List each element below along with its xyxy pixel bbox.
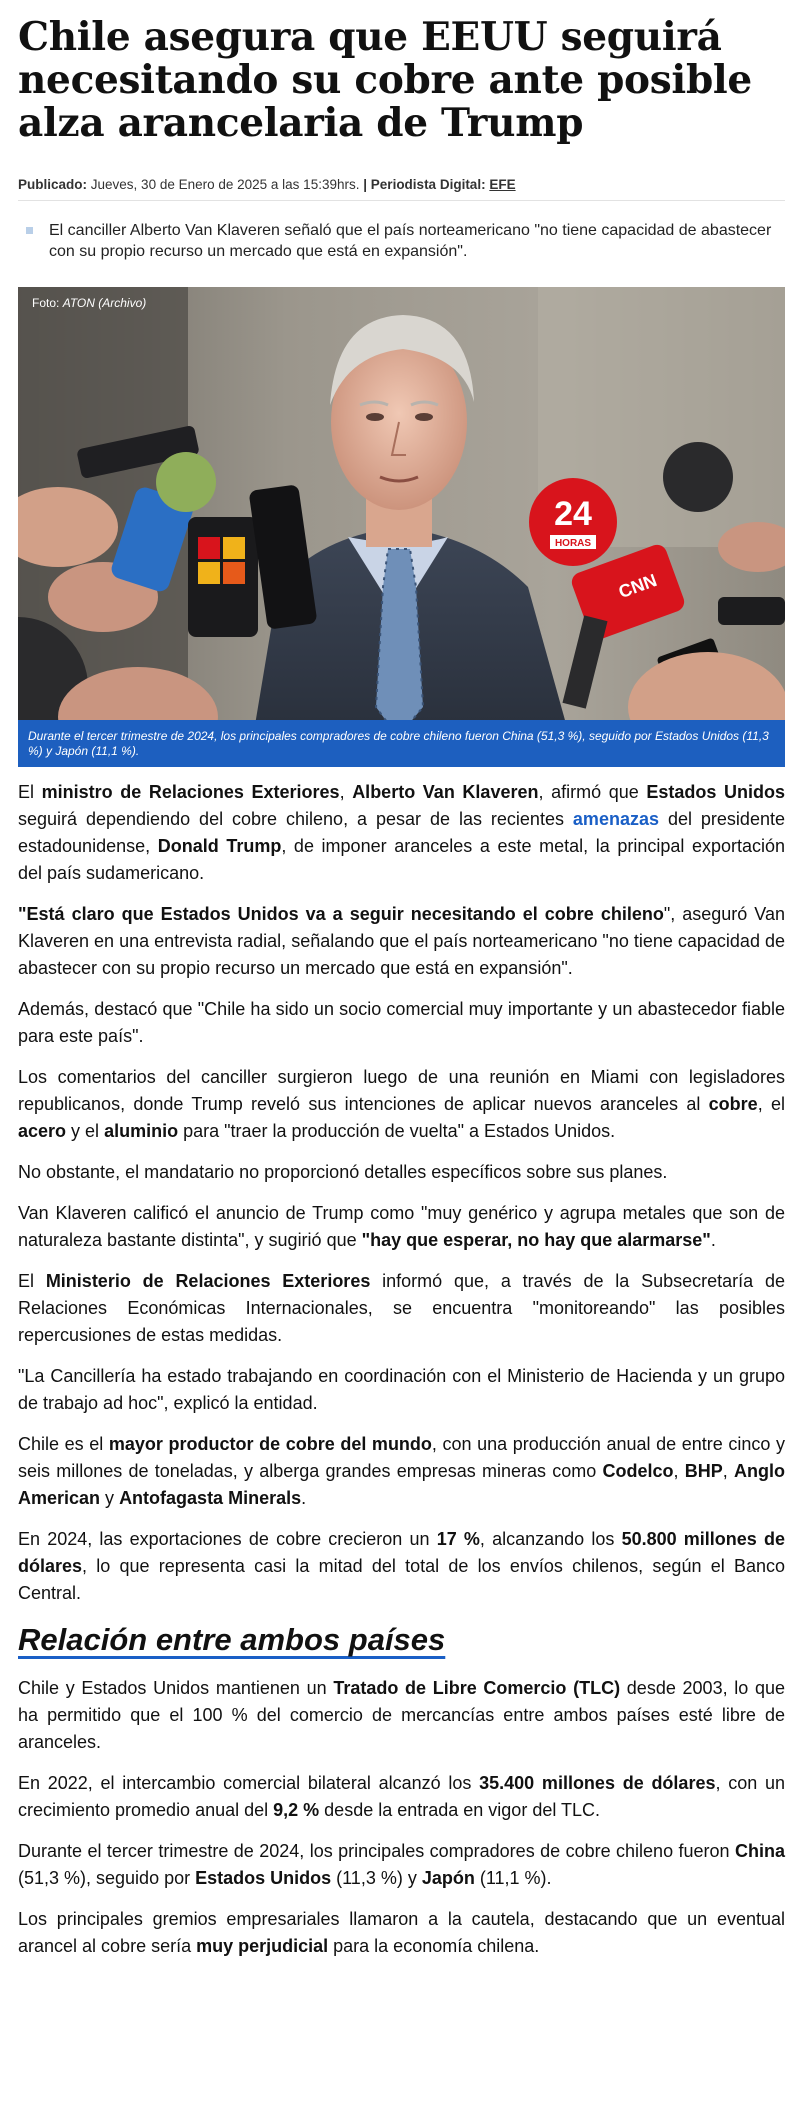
text: Chile y Estados Unidos mantienen un — [18, 1678, 334, 1698]
bold-text: Codelco — [602, 1461, 674, 1481]
bold-text: aluminio — [104, 1121, 179, 1141]
bold-text: 35.400 millones de dólares — [479, 1773, 716, 1793]
paragraph-13 — [18, 1838, 785, 1892]
text: (11,1 %). — [474, 1868, 552, 1888]
text: Los comentarios del canciller surgieron luego de una reunión en Miami con legisladores republicanos, donde Trump reveló sus intenciones de aplicar nuevos aranceles al — [18, 1067, 785, 1114]
bold-text: Anglo American — [18, 1461, 785, 1508]
article-meta — [18, 177, 785, 201]
text: , afirmó que — [538, 782, 647, 802]
paragraph-3: Además, destacó que "Chile ha sido un socio comercial muy importante y un abastecedor fiable para este país". — [18, 999, 785, 1046]
amenazas-link[interactable]: amenazas — [572, 809, 659, 829]
bold-text: Japón — [421, 1868, 475, 1888]
bold-text: BHP — [684, 1461, 723, 1481]
text: Durante el tercer trimestre de 2024, los principales compradores de cobre chileno fueron — [18, 1841, 735, 1861]
text: El — [18, 1271, 46, 1291]
photo-credit-value: ATON (Archivo) — [62, 296, 147, 310]
bold-text: Tratado de Libre Comercio (TLC) — [333, 1678, 621, 1698]
paragraph-2 — [18, 901, 785, 982]
photo-caption: Durante el tercer trimestre de 2024, los principales compradores de cobre chileno fueron China (51,3 %), seguido por Estados Unidos (11,3 %) y Japón (11,1 %). — [18, 720, 785, 767]
bold-text: Estados Unidos — [646, 782, 785, 802]
text: seguirá dependiendo del cobre chileno, a pesar de las recientes — [18, 809, 573, 829]
article-summary — [18, 220, 785, 262]
text: Van Klaveren calificó el anuncio de Trump como "muy genérico y agrupa metales que son de naturaleza bastante distinta", y sugirió que — [18, 1203, 785, 1250]
bold-text: 50.800 millones de dólares — [18, 1529, 786, 1576]
bold-quote: "Está claro que Estados Unidos va a seguir necesitando el cobre chileno — [18, 904, 664, 924]
paragraph-8: "La Cancillería ha estado trabajando en coordinación con el Ministerio de Hacienda y un grupo de trabajo ad hoc", explicó la entidad. — [18, 1366, 785, 1413]
text: y — [100, 1488, 120, 1508]
bold-text: 17 % — [436, 1529, 480, 1549]
bold-text: Donald Trump — [157, 836, 282, 856]
text: desde la entrada en vigor del TLC. — [319, 1800, 601, 1820]
text: (51,3 %), seguido por — [18, 1868, 196, 1888]
bold-text: China — [734, 1841, 785, 1861]
text: , lo que representa casi la mitad del total de los envíos chilenos, según el Banco Central. — [18, 1556, 785, 1603]
text: El — [18, 782, 42, 802]
text: , alcanzando los — [479, 1529, 622, 1549]
paragraph-5: No obstante, el mandatario no proporcionó detalles específicos sobre sus planes. — [18, 1162, 668, 1182]
bold-text: mayor productor de cobre del mundo — [108, 1434, 432, 1454]
bold-text: ministro de Relaciones Exteriores — [41, 782, 340, 802]
author-label: Periodista Digital: — [370, 177, 486, 192]
text: desde 2003, lo que ha permitido que el 100 % del comercio de mercancías entre ambos países esté libre de aranceles. — [18, 1678, 785, 1752]
text: En 2024, las exportaciones de cobre crecieron un — [18, 1529, 437, 1549]
photo-illustration — [18, 287, 785, 767]
text: , con una producción anual de entre cinco y seis millones de toneladas, y alberga grandes empresas mineras como — [18, 1434, 785, 1481]
text: , el — [757, 1094, 785, 1114]
text: , de imponer aranceles a este metal, la principal exportación del país sudamericano. — [18, 836, 786, 883]
photo-credit — [32, 296, 146, 310]
paragraph-9 — [18, 1431, 785, 1512]
article-photo — [18, 287, 785, 767]
bold-text: Antofagasta Minerals — [119, 1488, 302, 1508]
published-date: Jueves, 30 de Enero de 2025 a las 15:39hrs. — [90, 177, 360, 192]
paragraph-10 — [18, 1526, 785, 1607]
text: , — [339, 782, 353, 802]
mic-24-label: 24 — [554, 495, 592, 533]
bold-text: Ministerio de Relaciones Exteriores — [45, 1271, 371, 1291]
paragraph-4 — [18, 1064, 785, 1145]
paragraph-6 — [18, 1200, 785, 1254]
paragraph-14 — [18, 1906, 785, 1960]
text: del presidente estadounidense, — [18, 809, 785, 856]
paragraph-1 — [18, 779, 785, 887]
bold-text: Alberto Van Klaveren — [352, 782, 539, 802]
text: . — [710, 1230, 716, 1250]
text: informó que, a través de la Subsecretaría de Relaciones Económicas Internacionales, se encuentra "monitoreando" las posibles repercusiones de estas medidas. — [18, 1271, 785, 1345]
paragraph-11 — [18, 1675, 785, 1756]
author-link[interactable]: EFE — [489, 177, 516, 192]
text: Los principales gremios empresariales llamaron a la cautela, destacando que un eventual arancel al cobre sería — [18, 1909, 785, 1956]
text: ", aseguró Van Klaveren en una entrevista radial, señalando que el país norteamericano "no tiene capacidad de abastecer con su propio recurso un mercado que está en expansión". — [18, 904, 785, 978]
text: Chile es el — [18, 1434, 109, 1454]
text: (11,3 %) y — [331, 1868, 422, 1888]
text: En 2022, el intercambio comercial bilateral alcanzó los — [18, 1773, 480, 1793]
text: , con un crecimiento promedio anual del — [18, 1773, 785, 1820]
bold-text: cobre — [708, 1094, 758, 1114]
article-title: Chile asegura que EEUU seguirá necesitando su cobre ante posible alza arancelaria de Trump — [18, 14, 752, 146]
bold-text: muy perjudicial — [196, 1936, 329, 1956]
text: para "traer la producción de vuelta" a Estados Unidos. — [178, 1121, 616, 1141]
summary-text: El canciller Alberto Van Klaveren señaló que el país norteamericano "no tiene capacidad de abastecer con su propio recurso un mercado que está en expansión". — [49, 222, 772, 260]
published-label: Publicado: — [18, 177, 88, 192]
text: , — [722, 1461, 734, 1481]
text: , — [673, 1461, 685, 1481]
photo-credit-label: Foto: — [32, 296, 60, 310]
text: para la economía chilena. — [328, 1936, 540, 1956]
mic-cnn-label: CNN — [615, 569, 660, 603]
article-body — [18, 779, 785, 1960]
bold-text: 9,2 % — [273, 1800, 320, 1820]
text: . — [301, 1488, 307, 1508]
bold-text: acero — [18, 1121, 67, 1141]
bold-quote: "hay que esperar, no hay que alarmarse" — [361, 1230, 711, 1250]
meta-separator: | — [363, 177, 368, 192]
paragraph-12 — [18, 1770, 785, 1824]
bold-text: Estados Unidos — [195, 1868, 332, 1888]
mic-horas-label: HORAS — [554, 538, 592, 549]
section-heading: Relación entre ambos países — [18, 1622, 446, 1657]
bullet-square-icon — [26, 227, 33, 234]
paragraph-7 — [18, 1268, 785, 1349]
text: y el — [66, 1121, 105, 1141]
